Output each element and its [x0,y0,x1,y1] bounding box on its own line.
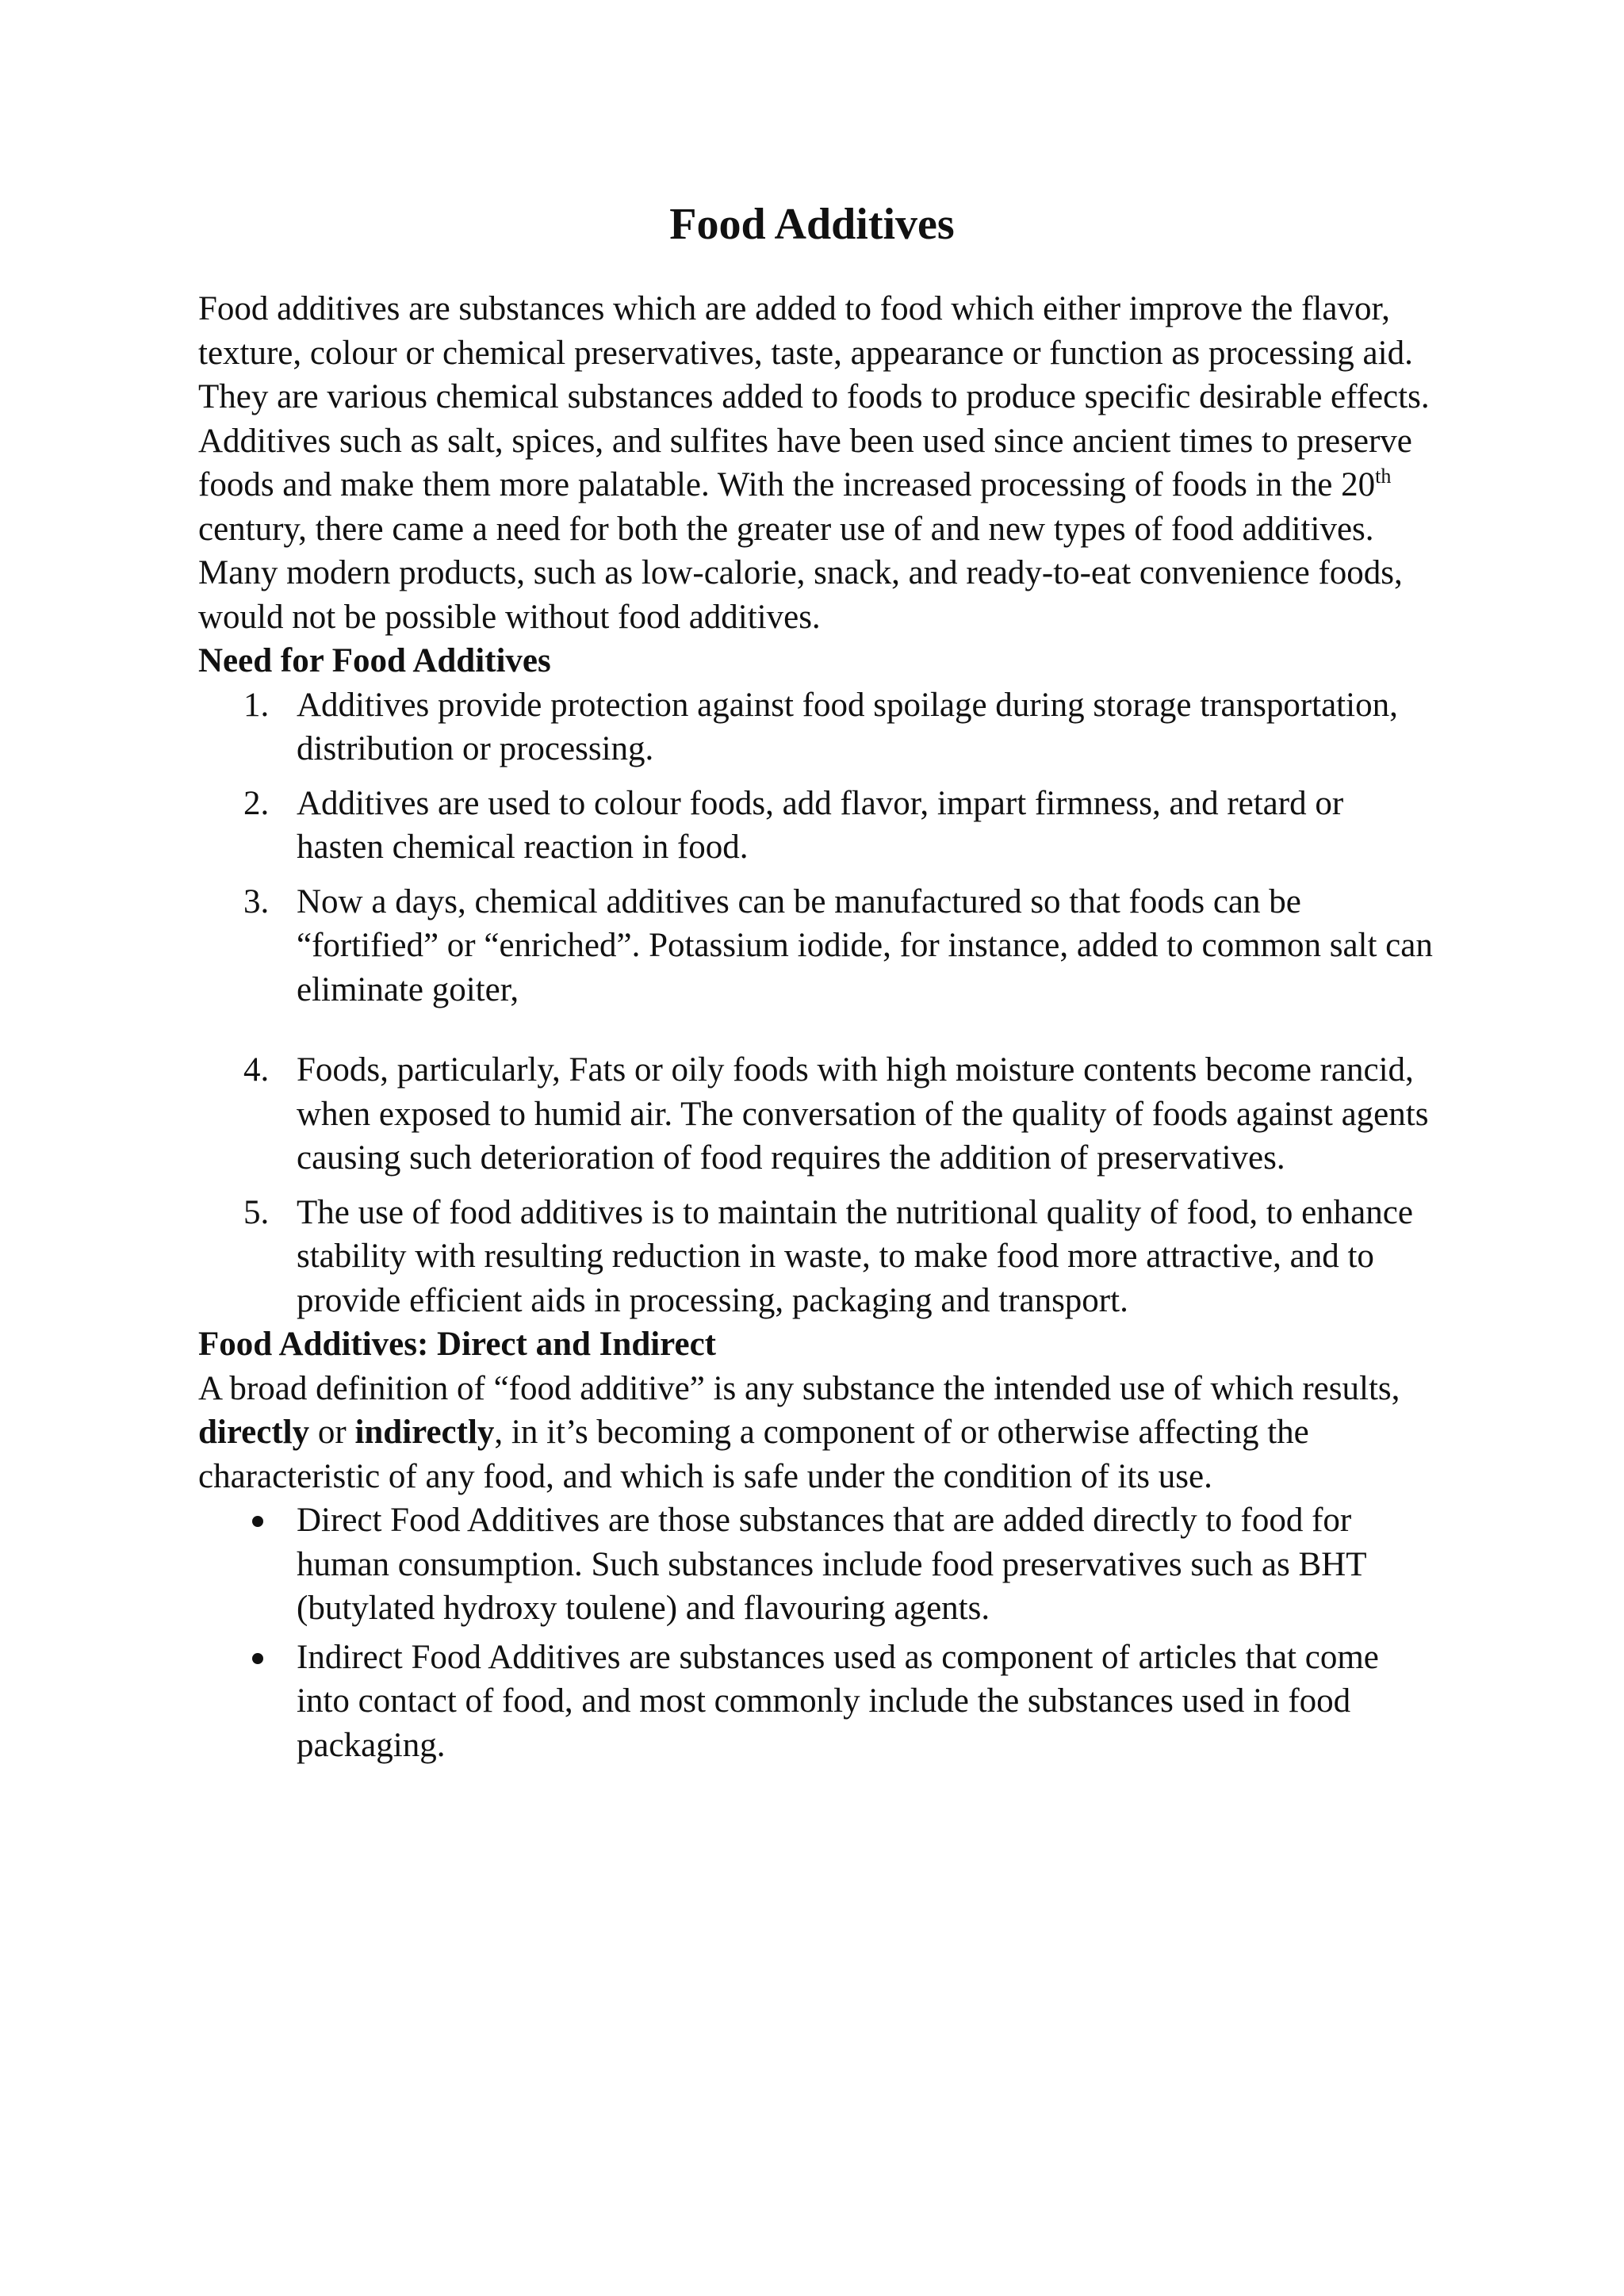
definition-text: A broad definition of “food additive” is any substance the intended use of which results, [198,1369,1400,1407]
list-item [198,1048,1435,1181]
definition-text: or [309,1414,355,1451]
list-number: 3. [243,882,270,920]
bullet-text: Indirect Food Additives are substances used as component of articles that come into contact of food, and most commonly include the substances used in food packaging. [297,1638,1379,1764]
emphasis-indirectly: indirectly [354,1414,495,1451]
list-item [198,782,1435,870]
bullet-text: Direct Food Additives are those substances that are added directly to food for human consumption. Such substances include food preservatives such as BHT (butylated hydroxy toulene) and flavouring agents. [297,1502,1366,1627]
bullet-list [198,1498,1435,1767]
list-item [198,1191,1435,1323]
definition-text: , in it’s becoming a component of or otherwise affecting the characteristic of any food, and which is safe under the condition of its use. [198,1414,1309,1495]
intro-text-after-superscript: century, there came a need for both the greater use of and new types of food additives. Many modern products, such as low-calorie, snack, and ready-to-eat convenience foods, would not be possible without food additives. [198,510,1403,636]
intro-paragraph-2 [198,375,1435,639]
intro-text-before-superscript: They are various chemical substances added to foods to produce specific desirable effects. Additives such as salt, spices, and sulfites have been used since ancient times to preserve foods and make them more palatable. With the increased processing of foods in the 20 [198,378,1430,503]
list-number: 4. [243,1051,270,1089]
bullet-item [198,1636,1435,1768]
emphasis-directly: directly [198,1414,310,1451]
list-item-text: Now a days, chemical additives can be manufactured so that foods can be “fortified” or “enriched”. Potassium iodide, for instance, added to common salt can eliminate goiter, [297,882,1433,1008]
need-list [198,683,1435,1323]
bullet-dot-icon [252,1516,263,1527]
intro-paragraph-1: Food additives are substances which are added to food which either improve the flavor, texture, colour or chemical preservatives, taste, appearance or function as processing aid. [198,290,1413,372]
list-item-text: Additives are used to colour foods, add flavor, impart firmness, and retard or hasten chemical reaction in food. [297,784,1344,866]
document-body [198,287,1435,1767]
list-number: 5. [243,1193,270,1231]
list-number: 2. [243,784,270,822]
list-item-text: The use of food additives is to maintain the nutritional quality of food, to enhance stability with resulting reduction in waste, to make food more attractive, and to provide efficient aids in processing, packaging and transport. [297,1193,1413,1319]
definition-paragraph [198,1367,1435,1499]
list-item [198,683,1435,771]
list-item [198,880,1435,1012]
bullet-dot-icon [252,1653,263,1664]
ordinal-superscript: th [1375,465,1392,488]
section-heading-need: Need for Food Additives [198,642,551,679]
list-item-text: Foods, particularly, Fats or oily foods with high moisture contents become rancid, when exposed to humid air. The conversation of the quality of foods against agents causing such deterioration of food requires the addition of preservatives. [297,1051,1429,1177]
list-item-text: Additives provide protection against food spoilage during storage transportation, distribution or processing. [297,686,1398,767]
section-heading-direct-indirect: Food Additives: Direct and Indirect [198,1326,716,1363]
bullet-item [198,1498,1435,1631]
page-title: Food Additives [669,200,955,249]
list-number: 1. [243,686,270,724]
